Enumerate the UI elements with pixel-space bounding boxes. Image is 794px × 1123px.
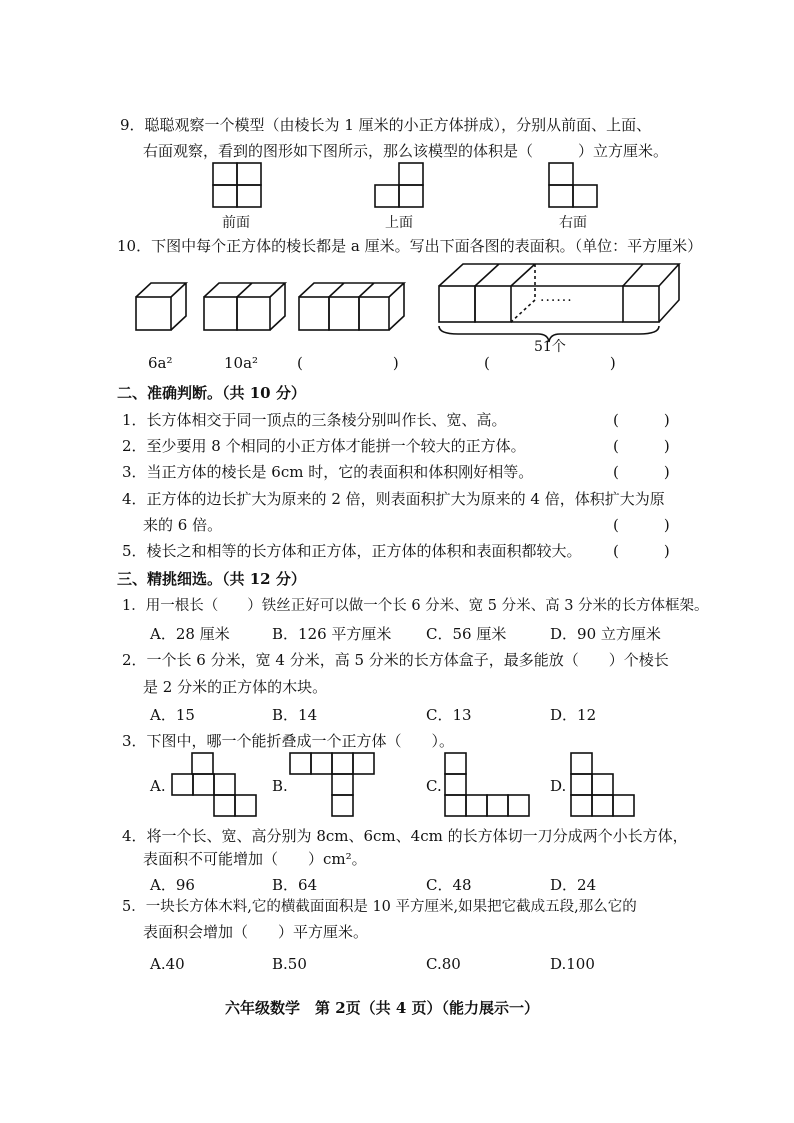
top-view-figure — [374, 162, 428, 212]
q5-option-a: A.40 — [150, 955, 185, 973]
section2-title: 二、准确判断。（共 10 分） — [117, 384, 306, 402]
q9-line1: 9．聪聪观察一个模型（由棱长为 1 厘米的小正方体拼成），分别从前面、上面、 — [120, 116, 652, 134]
net-d-figure — [570, 752, 640, 820]
front-view-label: 前面 — [222, 215, 250, 231]
cuboid-dots: ······ — [540, 293, 573, 309]
q1-option-b: B．126 平方厘米 — [272, 625, 392, 643]
right-view-label: 右面 — [559, 215, 587, 231]
three-cubes-figure — [298, 282, 424, 334]
q3-option-d: D. — [550, 777, 567, 795]
q4-option-a: A．96 — [150, 876, 195, 894]
top-view-label: 上面 — [385, 215, 413, 231]
judge-paren-5: ( ) — [613, 542, 670, 560]
choice-q5-line1: 5．一块长方体木料,它的横截面面积是 10 平方厘米,如果把它截成五段,那么它的 — [122, 899, 637, 915]
answer-1: 6a² — [148, 354, 173, 372]
judge-paren-2: ( ) — [613, 437, 670, 455]
q5-option-d: D.100 — [550, 955, 595, 973]
net-b-figure — [289, 752, 381, 820]
right-view-figure — [548, 162, 602, 212]
answer-4-blank: ( ) — [484, 354, 616, 372]
judge-item-5: 5．棱长之和相等的长方体和正方体，正方体的体积和表面积都较大。 — [122, 542, 582, 560]
q2-option-c: C．13 — [426, 706, 472, 724]
page-footer: 六年级数学 第 2页（共 4 页）（能力展示一） — [225, 999, 540, 1017]
q5-option-b: B.50 — [272, 955, 307, 973]
choice-q5-line2: 表面积会增加（ ）平方厘米。 — [143, 923, 369, 941]
q4-option-d: D．24 — [550, 876, 597, 894]
judge-item-2: 2．至少要用 8 个相同的小正方体才能拼一个较大的正方体。 — [122, 437, 526, 455]
net-a-figure — [171, 752, 261, 820]
single-cube-figure — [135, 282, 190, 334]
q9-line2: 右面观察，看到的图形如下图所示，那么该模型的体积是（ ）立方厘米。 — [143, 142, 669, 160]
q1-option-d: D．90 立方厘米 — [550, 625, 661, 643]
front-view-figure — [212, 162, 266, 212]
judge-item-3: 3．当正方体的棱长是 6cm 时，它的表面积和体积刚好相等。 — [122, 463, 534, 481]
q3-option-a: A. — [150, 777, 166, 795]
q2-option-a: A．15 — [150, 706, 195, 724]
choice-q1: 1．用一根长（ ）铁丝正好可以做一个长 6 分米、宽 5 分米、高 3 分米的长方体框架。 — [122, 598, 709, 614]
judge-paren-3: ( ) — [613, 463, 670, 481]
judge-paren-4: ( ) — [613, 516, 670, 534]
choice-q3: 3．下图中，哪一个能折叠成一个正方体（ ）。 — [122, 732, 455, 750]
two-cubes-figure — [203, 282, 293, 334]
q4-option-b: B．64 — [272, 876, 318, 894]
choice-q4-line2: 表面积不可能增加（ ）cm²。 — [143, 850, 367, 868]
choice-q2-line1: 2．一个长 6 分米，宽 4 分米，高 5 分米的长方体盒子，最多能放（ ）个棱长 — [122, 651, 669, 669]
net-c-figure — [444, 752, 536, 820]
q5-option-c: C.80 — [426, 955, 461, 973]
q3-option-b: B. — [272, 777, 288, 795]
q2-option-b: B．14 — [272, 706, 318, 724]
choice-q4-line1: 4．将一个长、宽、高分别为 8cm、6cm、4cm 的长方体切一刀分成两个小长方体， — [122, 827, 688, 845]
q1-option-c: C．56 厘米 — [426, 625, 507, 643]
judge-item-4: 4．正方体的边长扩大为原来的 2 倍，则表面积扩大为原来的 4 倍，体积扩大为原 — [122, 490, 665, 508]
answer-2: 10a² — [224, 354, 259, 372]
answer-3-blank: ( ) — [297, 354, 399, 372]
q10-text: 10．下图中每个正方体的棱长都是 a 厘米。写出下面各图的表面积。（单位：平方厘米） — [117, 237, 703, 255]
choice-q2-line2: 是 2 分米的正方体的木块。 — [143, 678, 328, 696]
section3-title: 三、精挑细选。（共 12 分） — [117, 570, 306, 588]
judge-paren-1: ( ) — [613, 411, 670, 429]
brace-label: 51个 — [534, 339, 566, 355]
q1-option-a: A．28 厘米 — [150, 625, 230, 643]
judge-item-4-cont: 来的 6 倍。 — [143, 516, 223, 534]
q3-option-c: C. — [426, 777, 442, 795]
q4-option-c: C．48 — [426, 876, 472, 894]
q2-option-d: D．12 — [550, 706, 597, 724]
judge-item-1: 1．长方体相交于同一顶点的三条棱分别叫作长、宽、高。 — [122, 411, 507, 429]
